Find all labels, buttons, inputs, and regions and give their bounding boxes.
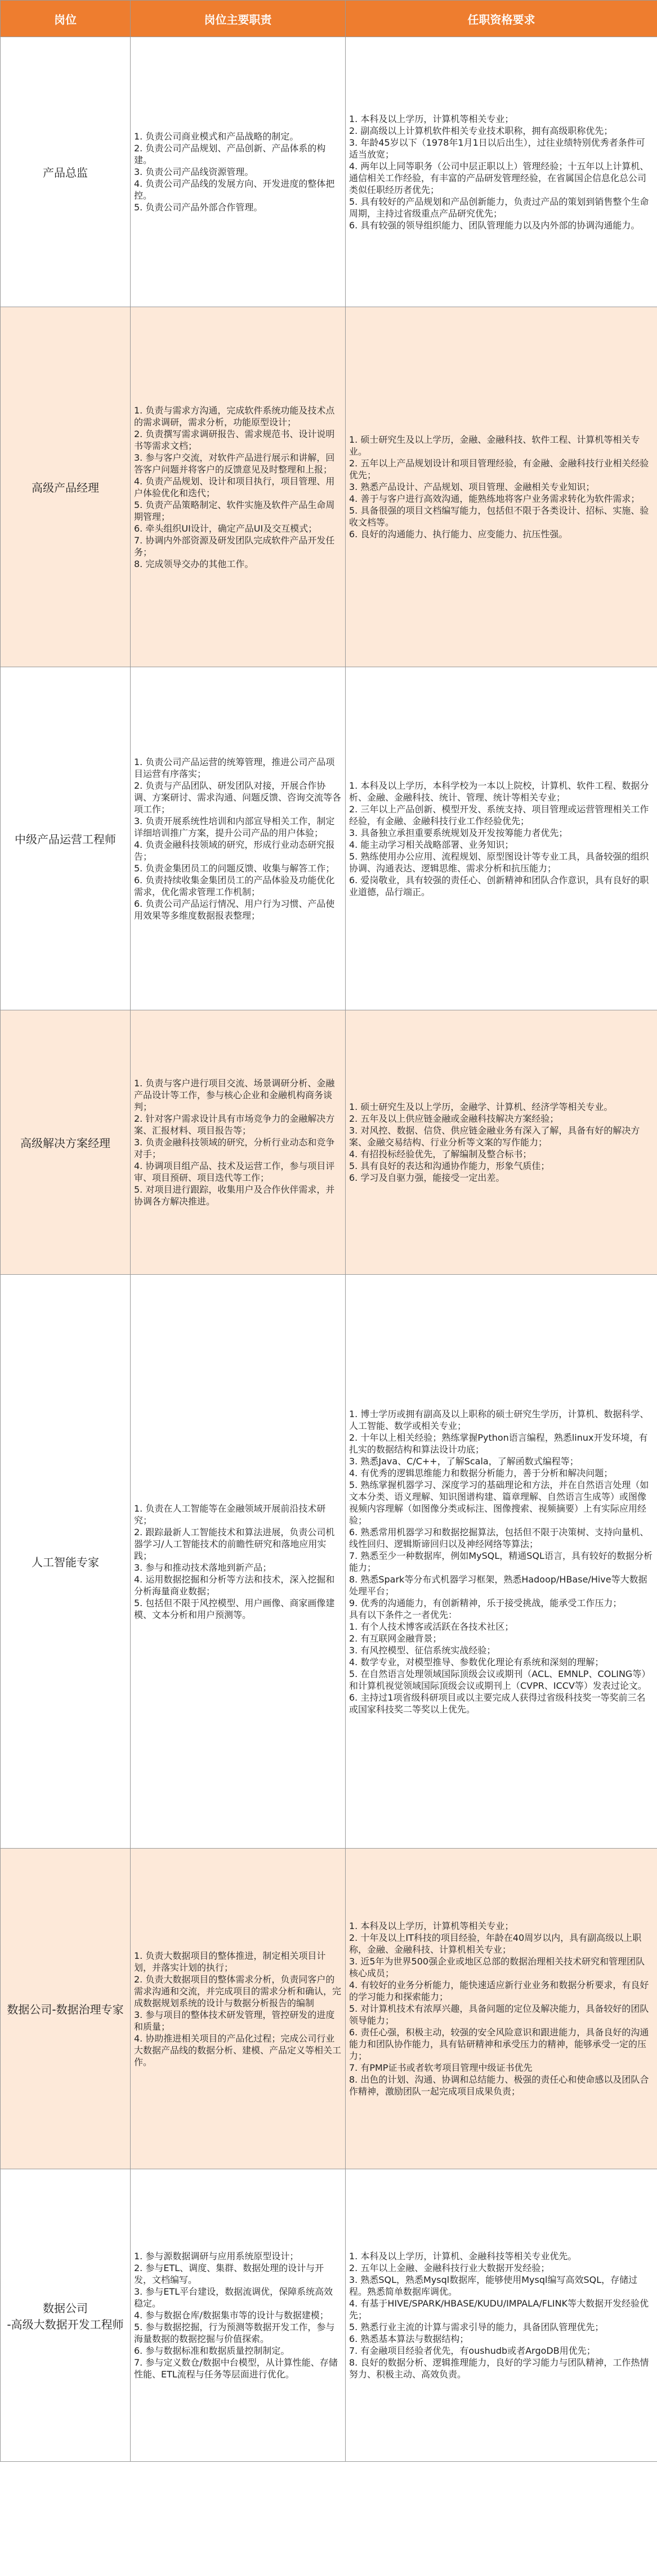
duty-line: 4. 负责金融科技领域的研究，形成行业动态研究报告； bbox=[134, 839, 335, 862]
duties-cell bbox=[131, 2169, 346, 2462]
position-cell: 数据公司 -高级大数据开发工程师 bbox=[1, 2169, 131, 2462]
table-row bbox=[1, 2169, 657, 2462]
duty-line: 1. 负责大数据项目的整体推进，制定相关项目计划，并落实计划的执行； bbox=[134, 1950, 326, 1973]
table-row bbox=[1, 307, 657, 667]
duty-line: 2. 参与ETL、调度、集群、数据处理的设计与开发，文档编写。 bbox=[134, 2263, 324, 2285]
requirement-line: 6. 爱岗敬业，具有较强的责任心、创新精神和团队合作意识，具有良好的职业道德，品行端正。 bbox=[349, 874, 649, 897]
requirement-line: 3. 有风控模型、征信系统实战经验； bbox=[349, 1644, 496, 1656]
requirement-line: 7. 有PMP证书或者软考项目管理中级证书优先 bbox=[349, 2062, 533, 2073]
requirement-line: 3. 具备独立承担重要系统规划及开发按筹能力者优先； bbox=[349, 827, 568, 838]
duty-line: 3. 负责公司产品线资源管理。 bbox=[134, 167, 254, 177]
requirement-line: 3. 熟悉SQL，熟悉Mysql数据库，能够使用Mysql编写高效SQL，存储过程。熟悉简单数据库调优。 bbox=[349, 2274, 638, 2297]
requirement-line: 8. 良好的数据分析、逻辑推理能力，良好的学习能力与团队精神，工作热情努力、积极主动、高效负责。 bbox=[349, 2357, 649, 2380]
duty-line: 3. 参与ETL平台建设，数据流调优，保障系统高效稳定。 bbox=[134, 2286, 333, 2309]
requirement-line: 2. 五年以上金融、金融科技行业大数据开发经验； bbox=[349, 2263, 550, 2273]
requirement-line: 1. 有个人技术博客或活跃在各技术社区； bbox=[349, 1621, 514, 1632]
position-cell: 人工智能专家 bbox=[1, 1275, 131, 1849]
duty-line: 8. 完成领导交办的其他工作。 bbox=[134, 558, 254, 569]
requirement-line: 1. 本科及以上学历，计算机、金融科技等相关专业优先。 bbox=[349, 2251, 577, 2262]
duty-line: 2. 负责公司产品规划、产品创新、产品体系的构建。 bbox=[134, 143, 326, 165]
requirement-line: 6. 学习及自驱力强，能接受一定出差。 bbox=[349, 1172, 505, 1183]
duties-cell bbox=[131, 1275, 346, 1849]
requirement-line: 3. 对风控、数据、信贷、供应链金融业务有深入了解，具备有好的解决方案、金融交易结构、行业分析等文案的写作能力； bbox=[349, 1125, 640, 1148]
duties-cell bbox=[131, 307, 346, 667]
requirement-line: 4. 两年以上同等职务（公司中层正职以上）管理经验；十五年以上计算机、通信相关工作经验，有丰富的产品研发管理经验，在省属国企信息化总公司类似任职经历者优先； bbox=[349, 160, 649, 195]
duty-line: 6. 参与数据标准和数据质量控制制定。 bbox=[134, 2345, 290, 2356]
requirement-line: 2. 有互联网金融背景； bbox=[349, 1633, 442, 1644]
duty-line: 4. 运用数据挖掘和分析等方法和技术，深入挖掘和分析海量商业数据； bbox=[134, 1574, 335, 1597]
requirement-line: 6. 具有较强的领导组织能力、团队管理能力以及内外部的协调沟通能力。 bbox=[349, 219, 640, 231]
duty-line: 1. 负责与需求方沟通，完成软件系统功能及技术点的需求调研，需求分析，功能原型设计； bbox=[134, 404, 335, 428]
duty-line: 4. 参与数据仓库/数据集市等的设计与数据建模； bbox=[134, 2310, 329, 2321]
requirement-line: 6. 良好的沟通能力、执行能力、应变能力、抗压性强。 bbox=[349, 529, 568, 540]
requirement-line: 5. 具有较好的产品规划和产品创新能力，负责过产品的策划到销售整个生命周期，主持过省级重点产品研究优先； bbox=[349, 196, 649, 219]
requirement-line: 4. 数学专业，对模型推导、参数优化理论有系统和深刻的理解； bbox=[349, 1656, 604, 1667]
requirement-line: 4. 有基于HIVE/SPARK/HBASE/KUDU/IMPALA/FLINK等大数据开发经验优先； bbox=[349, 2298, 649, 2321]
duty-line: 5. 负责产品策略制定、软件实施及软件产品生命周期管理； bbox=[134, 499, 335, 522]
requirement-line: 5. 熟练使用办公应用、流程规划、原型图设计等专业工具，具备较强的组织协调、沟通表达、逻辑思维、需求分析和抗压能力； bbox=[349, 851, 649, 874]
requirements-cell bbox=[346, 667, 657, 1010]
duty-line: 2. 负责撰写需求调研报告、需求规范书、设计说明书等需求文档； bbox=[134, 428, 335, 451]
requirement-line: 4. 善于与客户进行高效沟通，能熟练地将客户业务需求转化为软件需求； bbox=[349, 493, 640, 504]
position-cell: 高级产品经理 bbox=[1, 307, 131, 667]
requirement-line: 5. 在自然语言处理领域国际顶级会议或期刊（ACL、EMNLP、COLING等）和计算机视觉领域国际顶级会议或期刊上（CVPR、ICCV等）发表过论文。 bbox=[349, 1668, 651, 1691]
requirements-cell bbox=[346, 2169, 657, 2462]
duty-line: 5. 负责公司产品外部合作管理。 bbox=[134, 202, 263, 213]
duty-line: 1. 参与源数据调研与应用系统原型设计； bbox=[134, 2251, 299, 2262]
duty-line: 1. 负责公司产品运营的统筹管理，推进公司产品项目运营有序落实； bbox=[134, 756, 335, 779]
header-duties: 岗位主要职责 bbox=[131, 1, 346, 37]
requirement-line: 3. 年龄45岁以下（1978年1月1日以后出生），过往业绩特别优秀者条件可适当放宽； bbox=[349, 137, 645, 160]
requirement-line: 4. 有较好的业务分析能力，能快速适应新行业业务和数据分析要求，有良好的学习能力和探索能力； bbox=[349, 1980, 649, 2002]
position-cell: 数据公司-数据治理专家 bbox=[1, 1849, 131, 2169]
header-requirements: 任职资格要求 bbox=[346, 1, 657, 37]
duties-cell bbox=[131, 37, 346, 307]
requirement-line: 4. 有招投标经验优先，了解编制及整合标书； bbox=[349, 1149, 532, 1159]
requirement-line: 6. 主持过1项省级科研项目或以主要完成人获得过省级科技奖一等奖前三名或国家科技奖二等奖以上优先。 bbox=[349, 1692, 646, 1715]
requirements-cell bbox=[346, 1275, 657, 1849]
duty-line: 4. 负责产品规划、设计和项目执行，项目管理、用户体验优化和迭代； bbox=[134, 475, 335, 498]
duty-line: 3. 负责金融科技领域的研究，分析行业动态和竞争对手； bbox=[134, 1137, 335, 1159]
requirement-line: 4. 有优秀的逻辑思维能力和数据分析能力，善于分析和解决问题； bbox=[349, 1467, 613, 1478]
requirement-line: 1. 本科及以上学历，计算机等相关专业； bbox=[349, 113, 514, 124]
requirement-line: 6. 熟悉基本算法与数据结构； bbox=[349, 2334, 469, 2344]
duty-line: 1. 负责在人工智能等在金融领域开展前沿技术研究； bbox=[134, 1503, 326, 1526]
duty-line: 6. 负责持续收集金集团员工的产品体验及功能优化需求，优化需求管理工作机制； bbox=[134, 874, 335, 897]
requirement-line: 2. 副高级以上计算机软件相关专业技术职称，拥有高级职称优先； bbox=[349, 125, 613, 136]
duties-cell bbox=[131, 1010, 346, 1275]
duty-line: 5. 参与数据挖掘，行为预测等数据开发工作，参与海量数据的数据挖掘与价值探索。 bbox=[134, 2322, 335, 2344]
duty-line: 4. 协助推进相关项目的产品化过程；完成公司行业大数据产品线的数据分析、建模、产品定义等相关工作。 bbox=[134, 2033, 342, 2067]
duty-line: 6. 负责公司产品运行情况、用户行为习惯、产品使用效果等多维度数据报表整理； bbox=[134, 898, 335, 921]
requirement-line: 2. 三年以上产品创新、模型开发、系统支持、项目管理或运营管理相关工作经验，有金融、金融科技行业工作经验优先； bbox=[349, 803, 649, 826]
requirement-line: 3. 熟悉产品设计、产品规划、项目管理、金融相关专业知识； bbox=[349, 482, 595, 492]
requirement-line: 具有以下条件之一者优先： bbox=[349, 1609, 458, 1620]
requirement-line: 7. 有金融项目经验者优先，有oushudb或者ArgoDB用优先； bbox=[349, 2345, 596, 2356]
requirement-line: 2. 十年以上相关经验；熟练掌握Python语言编程，熟悉linux开发环境，有扎实的数据结构和算法设计功底； bbox=[349, 1432, 648, 1455]
requirement-line: 4. 能主动学习相关战略部署、业务知识； bbox=[349, 839, 514, 850]
requirement-line: 2. 十年及以上IT科技的项目经验，年龄在40周岁以内，具有副高级以上职称，金融、金融科技、计算机相关专业； bbox=[349, 1932, 642, 1955]
duty-line: 2. 负责与产品团队、研发团队对接，开展合作协调、方案研讨、需求沟通、问题反馈、咨询交流等各项工作； bbox=[134, 780, 342, 815]
requirement-line: 1. 硕士研究生及以上学历，金融、金融科技、软件工程、计算机等相关专业。 bbox=[349, 434, 640, 457]
requirement-line: 5. 具备很强的项目文档编写能力，包括但不限于各类设计、招标、实施、验收文档等。 bbox=[349, 505, 649, 528]
duty-line: 5. 包括但不限于风控模型、用户画像、商家画像建模、文本分析和用户预测等。 bbox=[134, 1597, 335, 1620]
requirement-line: 6. 熟悉常用机器学习和数据挖掘算法，包括但不限于决策树、支持向量机、线性回归、逻辑斯谛回归以及神经网络等算法； bbox=[349, 1526, 649, 1549]
requirement-line: 6. 责任心强，积极主动，较强的安全风险意识和跟进能力，具备良好的沟通能力和团队协作能力，具有钻研精神和承受压力的精神，能够承受一定的压力； bbox=[349, 2027, 649, 2061]
duty-line: 1. 负责公司商业模式和产品战略的制定。 bbox=[134, 131, 299, 142]
requirement-line: 1. 本科及以上学历，本科学校为一本以上院校，计算机、软件工程、数据分析、金融、金融科技、统计、管理、统计等相关专业； bbox=[349, 780, 649, 803]
requirement-line: 7. 熟悉至少一种数据库，例如MySQL，精通SQL语言，具有较好的数据分析能力； bbox=[349, 1550, 652, 1573]
requirement-line: 5. 熟悉行业主流的计算与需求引导的能力，具备团队管理优先； bbox=[349, 2322, 604, 2332]
requirement-line: 8. 出色的计划、沟通、协调和总结能力、极强的责任心和使命感以及团队合作精神，激励团队一起完成项目成果负责； bbox=[349, 2074, 649, 2097]
duty-line: 1. 负责与客户进行项目交流、场景调研分析、金融产品设计等工作，参与核心企业和金融机构商务谈判； bbox=[134, 1078, 335, 1112]
requirement-line: 5. 具有良好的表达和沟通协作能力，形象气质佳； bbox=[349, 1161, 550, 1171]
requirements-cell bbox=[346, 1010, 657, 1275]
position-cell: 产品总监 bbox=[1, 37, 131, 307]
duty-line: 5. 对项目进行跟踪，收集用户及合作伙伴需求，并协调各方解决推进。 bbox=[134, 1184, 335, 1207]
duty-line: 7. 参与定义数仓/数据中台模型，从计算性能、存储性能、ETL流程与任务等层面进行优化。 bbox=[134, 2357, 338, 2380]
table-row bbox=[1, 667, 657, 1010]
duty-line: 3. 参与项目的整体技术研发管理，管控研发的进度和质量； bbox=[134, 2009, 335, 2032]
requirement-line: 5. 熟练掌握机器学习、深度学习的基础理论和方法，并在自然语言处理（如文本分类、语义理解、知识图谱构建、篇章理解、自然语言生成等）或图像视频内容理解（如图像分类或标注、图像搜索、视频摘要）上有实际应用经验； bbox=[349, 1479, 649, 1526]
duty-line: 7. 协调内外部资源及研发团队完成软件产品开发任务； bbox=[134, 534, 335, 558]
duty-line: 4. 负责公司产品线的发展方向、开发进度的整体把控。 bbox=[134, 178, 335, 201]
duty-line: 2. 跟踪最新人工智能技术和算法进展，负责公司机器学习/人工智能技术的前瞻性研究和落地应用实践； bbox=[134, 1526, 335, 1561]
requirement-line: 8. 熟悉Spark等分布式机器学习框架，熟悉Hadoop/HBase/Hive等大数据处理平台； bbox=[349, 1574, 647, 1597]
duty-line: 5. 负责金集团员工的问题反馈、收集与解答工作； bbox=[134, 862, 335, 874]
requirement-line: 2. 五年以上产品规划设计和项目管理经验，有金融、金融科技行业相关经验优先； bbox=[349, 458, 649, 480]
header-position: 岗位 bbox=[1, 1, 131, 37]
duty-line: 3. 参与和推动技术落地到新产品； bbox=[134, 1562, 272, 1573]
position-cell: 高级解决方案经理 bbox=[1, 1010, 131, 1275]
table-row bbox=[1, 1275, 657, 1849]
table-row bbox=[1, 37, 657, 307]
requirement-line: 2. 五年及以上供应链金融或金融科技解决方案经验； bbox=[349, 1113, 559, 1124]
header-row bbox=[1, 1, 657, 37]
requirement-line: 9. 优秀的沟通能力，有创新精神，乐于接受挑战，能承受工作压力； bbox=[349, 1597, 622, 1608]
requirements-cell bbox=[346, 1849, 657, 2169]
table-row bbox=[1, 1010, 657, 1275]
duty-line: 3. 负责开展系统性培训和内部宣导相关工作，制定详细培训推广方案，提升公司产品的用户体验； bbox=[134, 815, 335, 838]
duty-line: 2. 针对客户需求设计具有市场竞争力的金融解决方案、汇报材料、项目报告等； bbox=[134, 1113, 335, 1136]
position-cell: 中级产品运营工程师 bbox=[1, 667, 131, 1010]
requirement-line: 3. 熟悉Java、C/C++，了解Scala，了解函数式编程等； bbox=[349, 1455, 579, 1467]
duty-line: 4. 协调项目组产品、技术及运营工作，参与项目评审、项目预研、项目迭代等工作； bbox=[134, 1161, 335, 1183]
duties-cell bbox=[131, 667, 346, 1010]
requirements-cell bbox=[346, 37, 657, 307]
requirement-line: 5. 对计算机技术有浓厚兴趣，具备问题的定位及解决能力，具备较好的团队领导能力； bbox=[349, 2003, 649, 2026]
duty-line: 2. 负责大数据项目的整体需求分析，负责同客户的需求沟通和交流，并完成项目的需求分析和确认，完成数据规划系统的设计与数据分析报告的编制 bbox=[134, 1973, 342, 2008]
requirements-cell bbox=[346, 307, 657, 667]
table-row bbox=[1, 1849, 657, 2169]
requirement-line: 1. 硕士研究生及以上学历，金融学、计算机、经济学等相关专业。 bbox=[349, 1102, 613, 1112]
requirement-line: 1. 博士学历或拥有副高及以上职称的硕士研究生学历，计算机、数据科学、人工智能、数学或相关专业； bbox=[349, 1408, 649, 1431]
requirement-line: 3. 近5年为世界500强企业或地区总部的数据治理相关技术研究和管理团队核心成员； bbox=[349, 1956, 645, 1979]
duty-line: 6. 牵头组织UI设计，确定产品UI及交互模式； bbox=[134, 523, 318, 534]
requirement-line: 1. 本科及以上学历，计算机等相关专业； bbox=[349, 1921, 514, 1931]
duties-cell bbox=[131, 1849, 346, 2169]
duty-line: 3. 参与客户交流，对软件产品进行展示和讲解，回答客户问题并将客户的反馈意见及时整理和上报； bbox=[134, 452, 335, 475]
